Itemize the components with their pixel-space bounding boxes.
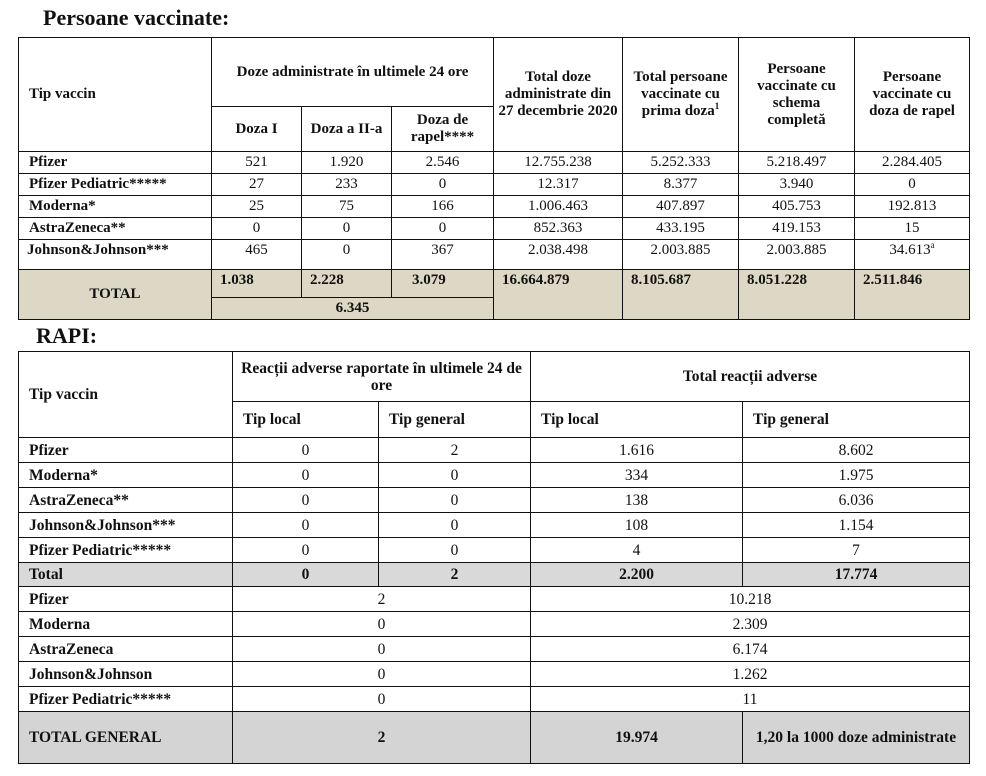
total-label: Total xyxy=(19,563,233,587)
table-row xyxy=(19,463,970,488)
cell-rapel: 0 xyxy=(392,218,494,240)
cell-local-total: 138 xyxy=(531,488,743,513)
cell-doza1: 27 xyxy=(212,174,302,196)
header-last24-group: Reacții adverse raportate în ultimele 24 de ore xyxy=(233,352,531,402)
cell-total: 11 xyxy=(531,687,970,712)
header-doza2: Doza a II-a xyxy=(302,107,392,152)
header-tip-general-24h: Tip general xyxy=(379,402,531,438)
cell-completa: 3.940 xyxy=(739,174,855,196)
grand-total-label: TOTAL GENERAL xyxy=(19,712,233,764)
table-row xyxy=(19,438,970,463)
grand-total-last24: 2 xyxy=(233,712,531,764)
total-doza2: 2.228 xyxy=(302,270,392,298)
table-row xyxy=(19,538,970,563)
cell-total-doze: 12.755.238 xyxy=(494,152,623,174)
header-total-doze: Total doze administrate din 27 decembrie 2020 xyxy=(494,38,623,152)
header-tip-general-total: Tip general xyxy=(743,402,970,438)
table-row xyxy=(19,513,970,538)
vaccine-name: Moderna* xyxy=(19,463,233,488)
cell-total-doze: 12.317 xyxy=(494,174,623,196)
header-tip-local-total: Tip local xyxy=(531,402,743,438)
section-title-vaccinated: Persoane vaccinate: xyxy=(43,5,230,30)
cell-local-24h: 0 xyxy=(233,488,379,513)
cell-general-24h: 0 xyxy=(379,513,531,538)
table-row xyxy=(19,240,970,270)
cell-doza1: 25 xyxy=(212,196,302,218)
cell-total-doze: 2.038.498 xyxy=(494,240,623,270)
grand-total-row xyxy=(19,712,970,764)
cell-completa: 5.218.497 xyxy=(739,152,855,174)
table-row xyxy=(19,152,970,174)
grand-total-rate: 1,20 la 1000 doze administrate xyxy=(743,712,970,764)
cell-general-24h: 0 xyxy=(379,538,531,563)
header-doza1: Doza I xyxy=(212,107,302,152)
cell-local-total: 334 xyxy=(531,463,743,488)
cell-doza2: 233 xyxy=(302,174,392,196)
cell-prima: 407.897 xyxy=(623,196,739,218)
cell-completa: 405.753 xyxy=(739,196,855,218)
vaccine-name: Moderna xyxy=(19,612,233,637)
cell-rapel: 367 xyxy=(392,240,494,270)
cell-completa: 2.003.885 xyxy=(739,240,855,270)
table-row xyxy=(19,218,970,240)
vaccine-name: Johnson&Johnson*** xyxy=(19,240,212,270)
total-row xyxy=(19,270,970,298)
summary-row xyxy=(19,587,970,612)
total-prima: 8.105.687 xyxy=(623,270,739,320)
vaccine-name: Pfizer Pediatric***** xyxy=(19,538,233,563)
cell-total-doze: 852.363 xyxy=(494,218,623,240)
vaccine-name: Pfizer xyxy=(19,438,233,463)
cell-prima: 2.003.885 xyxy=(623,240,739,270)
cell-local-24h: 0 xyxy=(233,538,379,563)
total-completa: 8.051.228 xyxy=(739,270,855,320)
cell-prima: 8.377 xyxy=(623,174,739,196)
total-total-doze: 16.664.879 xyxy=(494,270,623,320)
grand-total-total: 19.974 xyxy=(531,712,743,764)
total-local-24h: 0 xyxy=(233,563,379,587)
cell-general-total: 6.036 xyxy=(743,488,970,513)
cell-doza1: 521 xyxy=(212,152,302,174)
cell-last24: 0 xyxy=(233,612,531,637)
header-doza-rapel: Doza de rapel**** xyxy=(392,107,494,152)
cell-total-doze: 1.006.463 xyxy=(494,196,623,218)
cell-local-24h: 0 xyxy=(233,463,379,488)
cell-general-24h: 0 xyxy=(379,488,531,513)
total-sum-24h: 6.345 xyxy=(212,298,494,320)
header-tip-vaccin: Tip vaccin xyxy=(19,38,212,152)
cell-last24: 2 xyxy=(233,587,531,612)
summary-row xyxy=(19,612,970,637)
vaccine-name: Pfizer Pediatric***** xyxy=(19,174,212,196)
cell-doza2: 1.920 xyxy=(302,152,392,174)
total-general-24h: 2 xyxy=(379,563,531,587)
vaccine-name: AstraZeneca** xyxy=(19,218,212,240)
vaccine-name: AstraZeneca** xyxy=(19,488,233,513)
total-local-total: 2.200 xyxy=(531,563,743,587)
cell-completa: 419.153 xyxy=(739,218,855,240)
vaccine-name: Pfizer xyxy=(19,587,233,612)
header-doze-24h: Doze administrate în ultimele 24 ore xyxy=(212,38,494,107)
cell-local-total: 4 xyxy=(531,538,743,563)
vaccine-name: Pfizer xyxy=(19,152,212,174)
header-total-prima: Total persoane vaccinate cu prima doza$^1$ xyxy=(623,38,739,152)
cell-rapel-pers: 192.813 xyxy=(855,196,970,218)
cell-last24: 0 xyxy=(233,662,531,687)
vaccine-name: Pfizer Pediatric***** xyxy=(19,687,233,712)
total-rapel-pers: 2.511.846 xyxy=(855,270,970,320)
cell-general-24h: 0 xyxy=(379,463,531,488)
cell-total: 2.309 xyxy=(531,612,970,637)
cell-rapel-pers: 2.284.405 xyxy=(855,152,970,174)
cell-local-24h: 0 xyxy=(233,513,379,538)
cell-general-total: 7 xyxy=(743,538,970,563)
section-title-rapi: RAPI: xyxy=(36,323,98,348)
header-tip-local-24h: Tip local xyxy=(233,402,379,438)
cell-general-total: 1.975 xyxy=(743,463,970,488)
cell-rapel: 2.546 xyxy=(392,152,494,174)
total-doza1: 1.038 xyxy=(212,270,302,298)
vaccinated-persons-table xyxy=(18,37,970,320)
total-row xyxy=(19,563,970,587)
cell-rapel: 0 xyxy=(392,174,494,196)
cell-doza1: 465 xyxy=(212,240,302,270)
vaccine-name: Johnson&Johnson xyxy=(19,662,233,687)
cell-total: 1.262 xyxy=(531,662,970,687)
cell-rapel-pers: 15 xyxy=(855,218,970,240)
cell-rapel: 166 xyxy=(392,196,494,218)
cell-rapel-pers: 34.613$^a$ xyxy=(855,240,970,270)
table-row xyxy=(19,174,970,196)
cell-last24: 0 xyxy=(233,637,531,662)
header-schema-completa: Persoane vaccinate cu schema completă xyxy=(739,38,855,152)
cell-total: 10.218 xyxy=(531,587,970,612)
summary-row xyxy=(19,637,970,662)
cell-doza2: 0 xyxy=(302,218,392,240)
summary-row xyxy=(19,687,970,712)
total-general-total: 17.774 xyxy=(743,563,970,587)
summary-row xyxy=(19,662,970,687)
cell-local-total: 108 xyxy=(531,513,743,538)
cell-doza2: 75 xyxy=(302,196,392,218)
cell-doza2: 0 xyxy=(302,240,392,270)
table-row xyxy=(19,488,970,513)
adverse-reactions-table xyxy=(18,351,970,764)
cell-last24: 0 xyxy=(233,687,531,712)
header-total-group: Total reacții adverse xyxy=(531,352,970,402)
header-persoane-rapel: Persoane vaccinate cu doza de rapel xyxy=(855,38,970,152)
vaccine-name: Moderna* xyxy=(19,196,212,218)
cell-local-24h: 0 xyxy=(233,438,379,463)
cell-local-total: 1.616 xyxy=(531,438,743,463)
vaccine-name: AstraZeneca xyxy=(19,637,233,662)
total-label: TOTAL xyxy=(19,270,212,320)
cell-general-total: 1.154 xyxy=(743,513,970,538)
table-row xyxy=(19,196,970,218)
total-rapel: 3.079 xyxy=(392,270,494,298)
cell-general-total: 8.602 xyxy=(743,438,970,463)
vaccine-name: Johnson&Johnson*** xyxy=(19,513,233,538)
cell-prima: 433.195 xyxy=(623,218,739,240)
cell-general-24h: 2 xyxy=(379,438,531,463)
cell-rapel-pers: 0 xyxy=(855,174,970,196)
cell-doza1: 0 xyxy=(212,218,302,240)
cell-total: 6.174 xyxy=(531,637,970,662)
header-tip-vaccin: Tip vaccin xyxy=(19,352,233,438)
cell-prima: 5.252.333 xyxy=(623,152,739,174)
